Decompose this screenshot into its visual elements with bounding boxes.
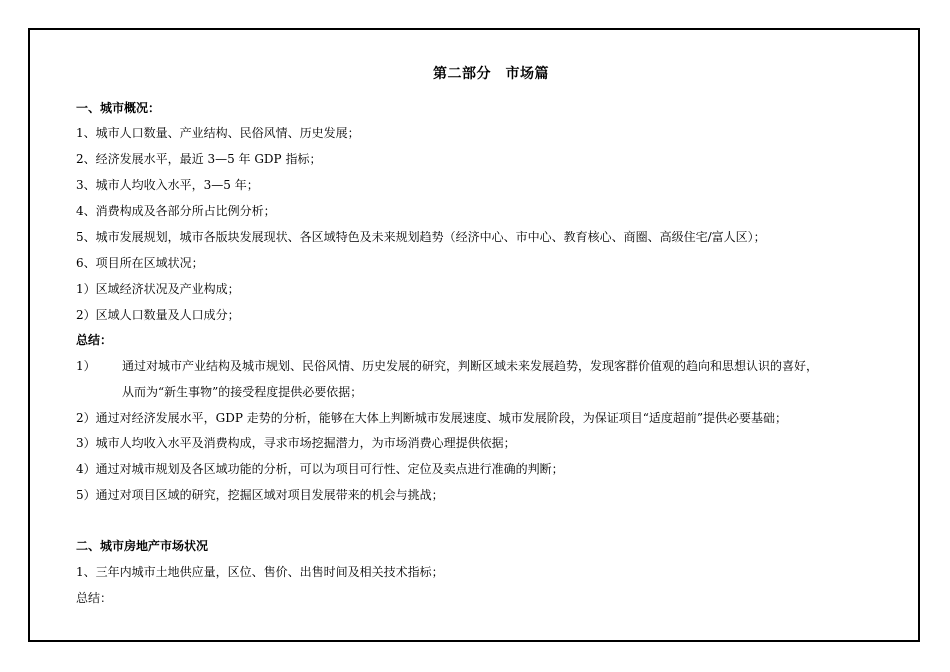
summary-heading: 总结： [76,333,113,347]
summary-item-text: 通过对城市产业结构及城市规划、民俗风情、历史发展的研究，判断区域未来发展趋势，发现客群价值观的趋向和思想认识的喜好， [122,359,819,373]
section2-heading: 二、城市房地产市场状况 [76,539,209,553]
list-item: 1、三年内城市土地供应量，区位、售价、出售时间及相关技术指标； [76,565,444,579]
list-item: 6、项目所在区域状况； [76,256,204,270]
list-item: 2、经济发展水平，最近 3—5 年 GDP 指标； [76,152,322,166]
summary-item: 4）通过对城市规划及各区域功能的分析，可以为项目可行性、定位及卖点进行准确的判断； [76,462,564,476]
summary-item: 3）城市人均收入水平及消费构成，寻求市场挖掘潜力，为市场消费心理提供依据； [76,436,516,450]
summary-item: 5）通过对项目区域的研究，挖掘区域对项目发展带来的机会与挑战； [76,488,444,502]
section1-heading: 一、城市概况： [76,101,161,115]
list-item: 3、城市人均收入水平，3—5 年； [76,178,259,192]
summary-item-number: 1） [76,359,96,373]
summary-item: 2）通过对经济发展水平，GDP 走势的分析，能够在大体上判断城市发展速度、城市发展阶段，为保证项目“适度超前”提供必要基础； [76,411,788,425]
list-item: 1、城市人口数量、产业结构、民俗风情、历史发展； [76,126,360,140]
list-item: 1）区域经济状况及产业构成； [76,282,240,296]
list-item: 5、城市发展规划，城市各版块发展现状、各区域特色及未来规划趋势（经济中心、市中心、教育核心、商圈、高级住宅/富人区）； [76,230,766,244]
summary-item [76,357,818,375]
summary-item-continuation: 从而为“新生事物”的接受程度提供必要依据； [122,385,363,399]
list-item: 4、消费构成及各部分所占比例分析； [76,204,276,218]
list-item: 2）区域人口数量及人口成分； [76,308,240,322]
summary-heading: 总结： [76,591,113,605]
page-title: 第二部分 市场篇 [433,66,549,82]
